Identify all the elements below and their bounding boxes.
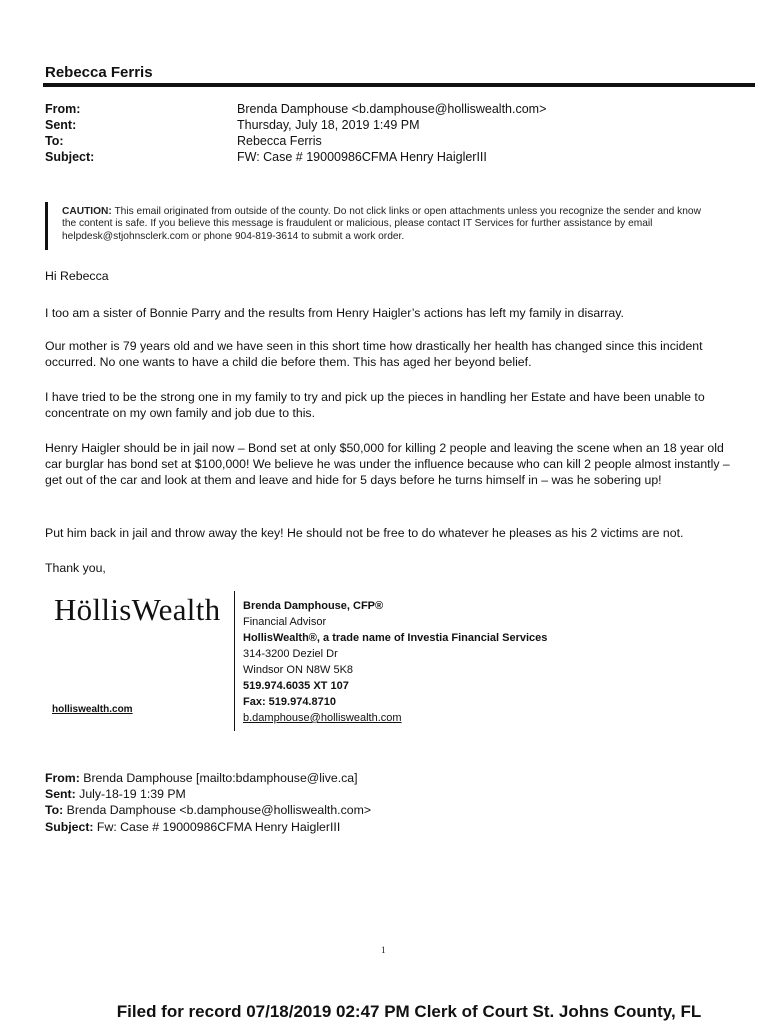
body-paragraph-4: Henry Haigler should be in jail now – Bond set at only $50,000 for killing 2 people and leaving the scene when an 18 year old car burglar has bond set at $100,000! We believe he was under the influence because who can kill 2 people almost instantly – get out of the car and look at them and leave and hide for 5 days before he turns himself in – was he sobering up! bbox=[45, 441, 730, 488]
fwd-subject-label: Subject: bbox=[45, 819, 94, 834]
fwd-from-label: From: bbox=[45, 771, 80, 785]
body-paragraph-3: I have tried to be the strong one in my family to try and pick up the pieces in handling her Estate and have been unable to concentrate on my own family and job due to this. bbox=[45, 390, 705, 421]
signature-block bbox=[243, 598, 547, 726]
fwd-from-value: Brenda Damphouse [mailto:bdamphouse@live.ca] bbox=[79, 771, 358, 785]
forwarded-header bbox=[45, 770, 371, 835]
to-label: To: bbox=[45, 134, 64, 148]
signature-email-link[interactable]: b.damphouse@holliswealth.com bbox=[243, 712, 402, 724]
signature-address-1: 314-3200 Deziel Dr bbox=[243, 648, 338, 660]
fwd-from-row bbox=[45, 770, 371, 786]
mailbox-owner-name: Rebecca Ferris bbox=[45, 64, 153, 81]
fwd-to-label: To: bbox=[45, 803, 64, 818]
signature-name: Brenda Damphouse, CFP® bbox=[243, 600, 384, 612]
header-divider bbox=[43, 83, 755, 87]
body-paragraph-1: I too am a sister of Bonnie Parry and the results from Henry Haigler’s actions has left my family in disarray. bbox=[45, 306, 624, 320]
closing: Thank you, bbox=[45, 561, 106, 575]
caution-banner bbox=[62, 206, 712, 243]
from-value: Brenda Damphouse <b.damphouse@holliswealth.com> bbox=[237, 102, 547, 116]
fwd-to-row bbox=[45, 802, 371, 818]
filed-stamp: Filed for record 07/18/2019 02:47 PM Clerk of Court St. Johns County, FL bbox=[116, 1002, 702, 1021]
fwd-sent-value: July-18-19 1:39 PM bbox=[75, 787, 186, 802]
holliswealth-link[interactable]: holliswealth.com bbox=[52, 704, 133, 715]
caution-text: This email originated from outside of the county. Do not click links or open attachments unless you recognize the sender and know the content is safe. If you believe this message is fraudulent or malicious, please contact IT Services for further assistance by email helpdesk@stjohnsclerk.com or phone 904-819-3614 to submit a work order. bbox=[62, 206, 701, 242]
fwd-to-value: Brenda Damphouse <b.damphouse@holliswealth.com> bbox=[63, 803, 372, 818]
sent-label: Sent: bbox=[45, 118, 77, 132]
signature-title: Financial Advisor bbox=[243, 616, 327, 628]
fwd-subject-value: Fw: Case # 19000986CFMA Henry HaiglerIII bbox=[93, 819, 341, 834]
caution-label: CAUTION: bbox=[62, 206, 112, 217]
page-number: 1 bbox=[381, 945, 386, 955]
subject-value: FW: Case # 19000986CFMA Henry HaiglerIII bbox=[237, 150, 487, 164]
greeting: Hi Rebecca bbox=[45, 269, 109, 283]
from-label: From: bbox=[45, 102, 81, 116]
holliswealth-logo: HöllisWealth bbox=[54, 592, 221, 627]
signature-phone: 519.974.6035 XT 107 bbox=[243, 680, 349, 692]
to-value: Rebecca Ferris bbox=[237, 134, 322, 148]
body-paragraph-5: Put him back in jail and throw away the key! He should not be free to do whatever he pleases as his 2 victims are not. bbox=[45, 526, 684, 540]
signature-company: HollisWealth®, a trade name of Investia Financial Services bbox=[243, 632, 548, 644]
body-paragraph-2: Our mother is 79 years old and we have seen in this short time how drastically her health has changed since this incident occurred. No one wants to have a child die before them. This has aged her beyond belief. bbox=[45, 339, 703, 370]
fwd-sent-row bbox=[45, 786, 371, 802]
signature-divider bbox=[234, 591, 235, 731]
caution-bar bbox=[45, 202, 48, 250]
fwd-sent-label: Sent: bbox=[45, 787, 76, 802]
sent-value: Thursday, July 18, 2019 1:49 PM bbox=[237, 118, 420, 132]
fwd-subject-row bbox=[45, 819, 371, 835]
signature-address-2: Windsor ON N8W 5K8 bbox=[243, 664, 354, 676]
signature-fax: Fax: 519.974.8710 bbox=[243, 696, 336, 708]
subject-label: Subject: bbox=[45, 150, 95, 164]
